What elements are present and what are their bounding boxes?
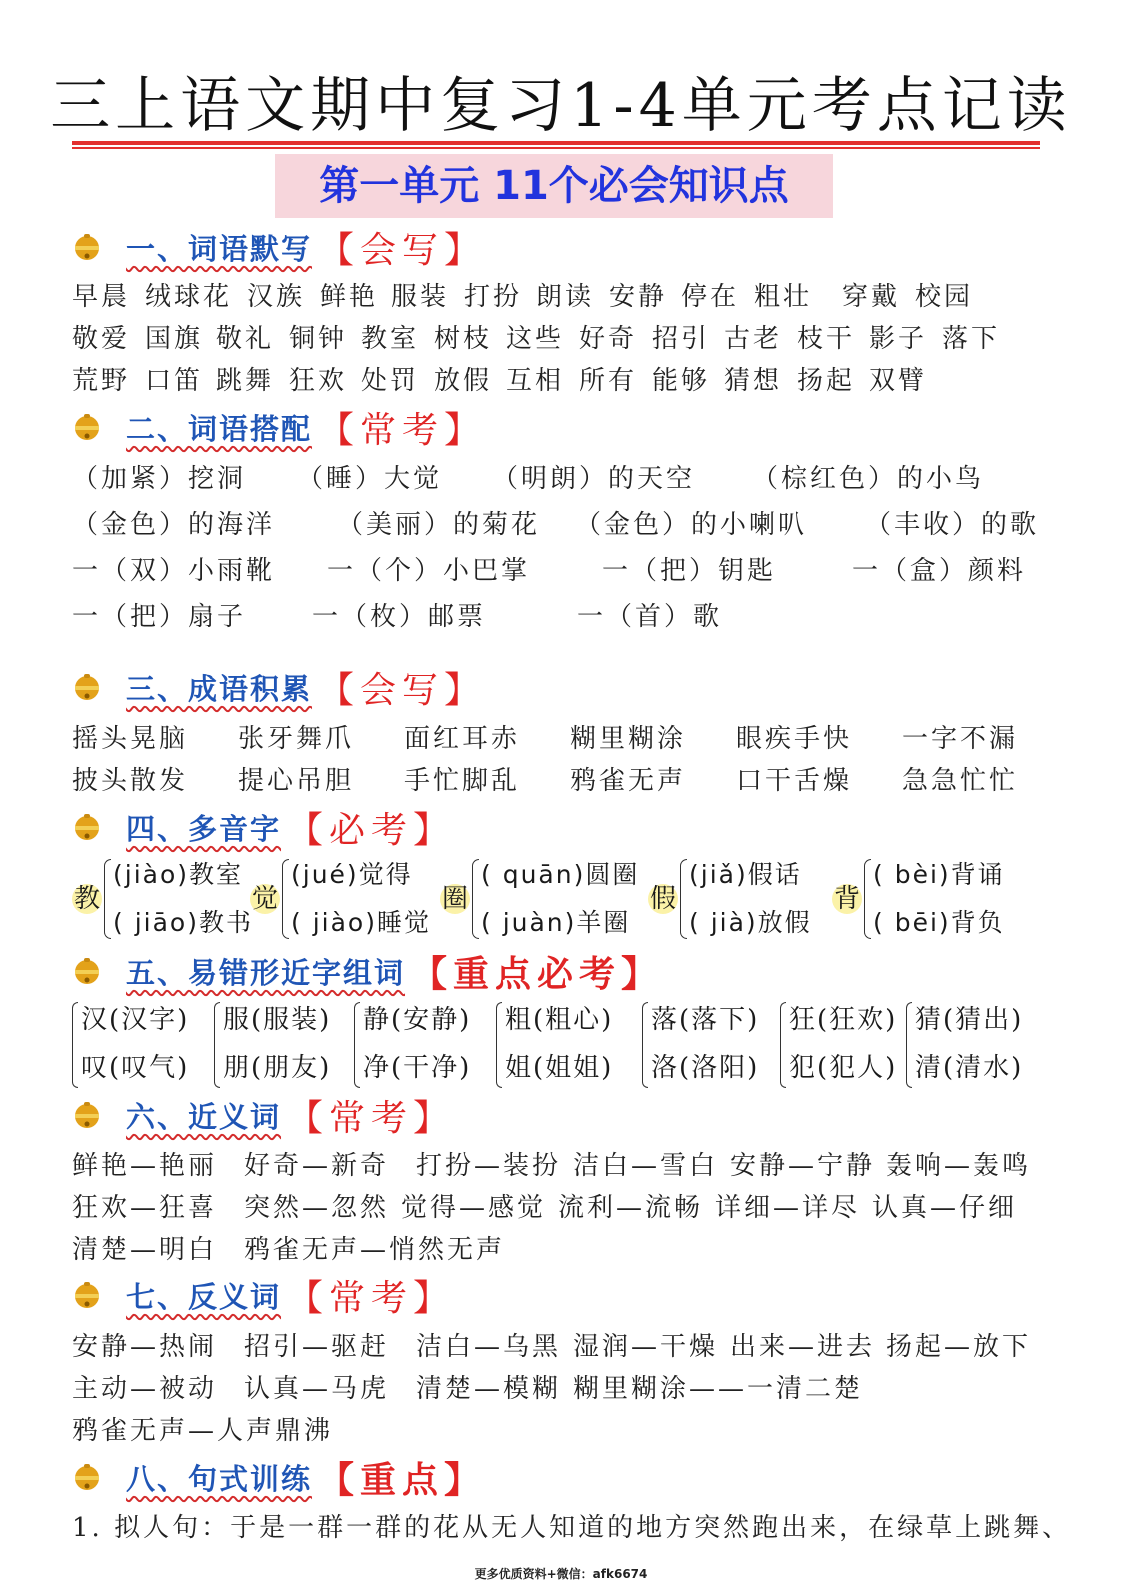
antonym-pair: 扬起—放下 bbox=[886, 1332, 1032, 1362]
collocation: 一（把）扇子 bbox=[72, 602, 247, 632]
section-heading-1 bbox=[72, 224, 486, 270]
polyphone-char: 圈 bbox=[441, 884, 468, 914]
idiom: 一字不漏 bbox=[902, 724, 1019, 754]
word: 跳舞 bbox=[216, 366, 275, 396]
pinyin: ( quān) bbox=[481, 860, 586, 889]
antonym-pair: 招引—驱赶 bbox=[244, 1332, 390, 1362]
word: 好奇 bbox=[579, 324, 638, 354]
polyphone-char: 背 bbox=[833, 884, 860, 914]
char-word: 姐(姐姐) bbox=[505, 1053, 614, 1083]
word: 打扮 bbox=[464, 282, 523, 312]
collocation: （金色）的海洋 bbox=[72, 510, 276, 540]
brace bbox=[496, 1002, 502, 1088]
idiom: 摇头晃脑 bbox=[72, 724, 189, 754]
pinyin: ( jiào) bbox=[291, 908, 377, 937]
pinyin: (jué) bbox=[291, 860, 359, 889]
section-heading-5 bbox=[72, 948, 663, 994]
char-word: 猜(猜出) bbox=[915, 1005, 1024, 1035]
pinyin: (jiǎ) bbox=[689, 860, 748, 889]
polyphone-block bbox=[72, 855, 1052, 943]
section-tag: 【常考】 bbox=[318, 409, 487, 451]
word-row bbox=[72, 318, 1000, 355]
collocation: 一（把）钥匙 bbox=[602, 556, 777, 586]
idiom: 口干舌燥 bbox=[736, 766, 853, 796]
section-heading-6 bbox=[72, 1092, 455, 1138]
brace bbox=[472, 859, 479, 939]
word: 教书 bbox=[198, 908, 253, 937]
brace bbox=[780, 1002, 786, 1088]
word: 校园 bbox=[915, 282, 974, 312]
idiom: 披头散发 bbox=[72, 766, 189, 796]
word: 国旗 bbox=[145, 324, 204, 354]
footer-note: 更多优质资料+微信：afk6674 bbox=[474, 1567, 648, 1581]
collocation-row bbox=[72, 596, 722, 633]
similar-chars-block bbox=[72, 998, 1052, 1090]
word: 睡觉 bbox=[376, 908, 431, 937]
word: 放假 bbox=[434, 366, 493, 396]
word-row bbox=[72, 360, 927, 397]
idiom: 糊里糊涂 bbox=[570, 724, 687, 754]
section-label: 八、句式训练 bbox=[126, 1461, 313, 1496]
word: 口笛 bbox=[145, 366, 204, 396]
brace bbox=[282, 859, 289, 939]
collocation: 一（个）小巴掌 bbox=[327, 556, 531, 586]
word: 朗读 bbox=[536, 282, 595, 312]
polyphone-group bbox=[648, 855, 812, 943]
char-word: 净(干净) bbox=[363, 1053, 472, 1083]
word: 古老 bbox=[724, 324, 783, 354]
word: 荒野 bbox=[72, 366, 131, 396]
synonym-pair: 清楚—明白 bbox=[72, 1235, 218, 1265]
word: 互相 bbox=[506, 366, 565, 396]
synonym-pair: 鲜艳—艳丽 bbox=[72, 1151, 218, 1181]
antonym-pair: 湿润—干燥 bbox=[573, 1332, 719, 1362]
collocation: （棕红色）的小鸟 bbox=[752, 464, 985, 494]
bell-icon bbox=[72, 1280, 102, 1310]
antonym-pair: 认真—马虎 bbox=[244, 1374, 390, 1404]
word-row bbox=[72, 276, 973, 313]
antonym-pair: 鸦雀无声—人声鼎沸 bbox=[72, 1416, 334, 1446]
word: 这些 bbox=[506, 324, 565, 354]
collocation: 一（首）歌 bbox=[577, 602, 723, 632]
antonym-pair: 安静—热闹 bbox=[72, 1332, 218, 1362]
section-heading-4 bbox=[72, 804, 455, 850]
word: 落下 bbox=[942, 324, 1001, 354]
word: 放假 bbox=[757, 908, 812, 937]
idiom-row bbox=[72, 760, 1018, 797]
antonym-row bbox=[72, 1368, 863, 1405]
pinyin: ( juàn) bbox=[481, 908, 577, 937]
collocation: （美丽）的菊花 bbox=[337, 510, 541, 540]
collocation-row bbox=[72, 504, 1039, 541]
pinyin: ( bēi) bbox=[873, 908, 951, 937]
section-label: 二、词语搭配 bbox=[126, 411, 313, 446]
unit-subtitle: 第一单元 11个必会知识点 bbox=[275, 154, 833, 218]
similar-group bbox=[354, 998, 471, 1090]
polyphone-group bbox=[440, 855, 639, 943]
section-tag: 【常考】 bbox=[287, 1277, 456, 1319]
section-label: 五、易错形近字组词 bbox=[126, 955, 406, 990]
word: 能够 bbox=[652, 366, 711, 396]
collocation: 一（双）小雨靴 bbox=[72, 556, 276, 586]
synonym-row bbox=[72, 1187, 1017, 1224]
pinyin: (jiào) bbox=[113, 860, 190, 889]
word: 羊圈 bbox=[576, 908, 631, 937]
word: 汉族 bbox=[247, 282, 306, 312]
section-tag: 【重点】 bbox=[318, 1458, 487, 1501]
bell-icon bbox=[72, 1100, 102, 1130]
section-tag: 【常考】 bbox=[287, 1097, 456, 1139]
word: 敬爱 bbox=[72, 324, 131, 354]
section-tag: 【会写】 bbox=[318, 669, 487, 711]
similar-group bbox=[906, 998, 1023, 1090]
char-word: 狂(狂欢) bbox=[789, 1005, 898, 1035]
synonym-pair: 打扮—装扮 bbox=[416, 1151, 562, 1181]
antonym-row bbox=[72, 1410, 333, 1447]
idiom: 提心吊胆 bbox=[238, 766, 355, 796]
word: 背负 bbox=[950, 908, 1005, 937]
section-label: 六、近义词 bbox=[126, 1099, 282, 1134]
idiom: 鸦雀无声 bbox=[570, 766, 687, 796]
bell-icon bbox=[72, 956, 102, 986]
word: 早晨 bbox=[72, 282, 131, 312]
idiom: 手忙脚乱 bbox=[404, 766, 521, 796]
section-tag: 【重点必考】 bbox=[411, 952, 664, 995]
synonym-pair: 突然—忽然 bbox=[244, 1193, 390, 1223]
synonym-pair: 安静—宁静 bbox=[730, 1151, 876, 1181]
bell-icon bbox=[72, 1462, 102, 1492]
synonym-pair: 狂欢—狂喜 bbox=[72, 1193, 218, 1223]
word: 招引 bbox=[652, 324, 711, 354]
bell-icon bbox=[72, 812, 102, 842]
word: 觉得 bbox=[358, 860, 413, 889]
section-label: 四、多音字 bbox=[126, 811, 282, 846]
word: 铜钟 bbox=[289, 324, 348, 354]
synonym-pair: 轰响—轰鸣 bbox=[886, 1151, 1032, 1181]
polyphone-group bbox=[832, 855, 1005, 943]
word: 树枝 bbox=[434, 324, 493, 354]
polyphone-char: 教 bbox=[73, 884, 100, 914]
char-word: 清(清水) bbox=[915, 1053, 1024, 1083]
char-word: 洛(洛阳) bbox=[651, 1053, 760, 1083]
synonym-pair: 好奇—新奇 bbox=[244, 1151, 390, 1181]
synonym-row bbox=[72, 1145, 1031, 1182]
collocation: （明朗）的天空 bbox=[492, 464, 696, 494]
synonym-pair: 流利—流畅 bbox=[558, 1193, 704, 1223]
polyphone-char: 觉 bbox=[251, 884, 278, 914]
word: 影子 bbox=[869, 324, 928, 354]
page-title: 三上语文期中复习1-4单元考点记读 bbox=[50, 71, 1072, 141]
antonym-row bbox=[72, 1326, 1031, 1363]
collocation: （金色）的小喇叭 bbox=[575, 510, 808, 540]
similar-group bbox=[214, 998, 331, 1090]
word: 扬起 bbox=[797, 366, 856, 396]
idiom: 眼疾手快 bbox=[736, 724, 853, 754]
section-label: 一、词语默写 bbox=[126, 231, 313, 266]
antonym-pair: 主动—被动 bbox=[72, 1374, 218, 1404]
word: 教室 bbox=[361, 324, 420, 354]
word: 双臂 bbox=[869, 366, 928, 396]
word: 假话 bbox=[747, 860, 802, 889]
brace bbox=[354, 1002, 360, 1088]
collocation-row bbox=[72, 550, 1026, 587]
bell-icon bbox=[72, 672, 102, 702]
section-tag: 【会写】 bbox=[318, 229, 487, 271]
word: 鲜艳 bbox=[320, 282, 379, 312]
polyphone-char: 假 bbox=[649, 884, 676, 914]
synonym-pair: 详细—详尽 bbox=[715, 1193, 861, 1223]
char-word: 朋(朋友) bbox=[223, 1053, 332, 1083]
pinyin: ( jiāo) bbox=[113, 908, 199, 937]
word: 背诵 bbox=[950, 860, 1005, 889]
polyphone-group bbox=[72, 855, 253, 943]
word: 绒球花 bbox=[145, 282, 233, 312]
sentence-line: 1. 拟人句：于是一群一群的花从无人知道的地方突然跑出来，在绿草上跳舞、 bbox=[72, 1513, 1072, 1543]
section-label: 三、成语积累 bbox=[126, 671, 313, 706]
idiom: 急急忙忙 bbox=[902, 766, 1019, 796]
section-heading-3 bbox=[72, 664, 486, 710]
word: 处罚 bbox=[361, 366, 420, 396]
word: 敬礼 bbox=[216, 324, 275, 354]
collocation: （加紧）挖洞 bbox=[72, 464, 247, 494]
antonym-pair: 洁白—乌黑 bbox=[416, 1332, 562, 1362]
word: 穿戴 bbox=[842, 282, 901, 312]
collocation-row bbox=[72, 458, 984, 495]
section-label: 七、反义词 bbox=[126, 1279, 282, 1314]
polyphone-group bbox=[250, 855, 431, 943]
word: 服装 bbox=[391, 282, 450, 312]
antonym-pair: 清楚—模糊 bbox=[416, 1374, 562, 1404]
synonym-pair: 鸦雀无声—悄然无声 bbox=[244, 1235, 506, 1265]
section-tag: 【必考】 bbox=[287, 809, 456, 851]
word: 停在 bbox=[681, 282, 740, 312]
section-heading-2 bbox=[72, 404, 486, 450]
word: 狂欢 bbox=[289, 366, 348, 396]
char-word: 粗(粗心) bbox=[505, 1005, 614, 1035]
synonym-pair: 洁白—雪白 bbox=[573, 1151, 719, 1181]
brace bbox=[72, 1002, 78, 1088]
synonym-pair: 认真—仔细 bbox=[872, 1193, 1018, 1223]
section-heading-7 bbox=[72, 1272, 455, 1318]
char-word: 叹(叹气) bbox=[81, 1053, 190, 1083]
brace bbox=[214, 1002, 220, 1088]
brace bbox=[906, 1002, 912, 1088]
idiom-row bbox=[72, 718, 1018, 755]
brace bbox=[104, 859, 111, 939]
char-word: 静(安静) bbox=[363, 1005, 472, 1035]
similar-group bbox=[780, 998, 897, 1090]
word: 安静 bbox=[609, 282, 668, 312]
idiom: 面红耳赤 bbox=[404, 724, 521, 754]
idiom: 张牙舞爪 bbox=[238, 724, 355, 754]
antonym-pair: 糊里糊涂——一清二楚 bbox=[573, 1374, 864, 1404]
pinyin: ( bèi) bbox=[873, 860, 951, 889]
char-word: 落(落下) bbox=[651, 1005, 760, 1035]
brace bbox=[680, 859, 687, 939]
collocation: 一（枚）邮票 bbox=[312, 602, 487, 632]
bell-icon bbox=[72, 232, 102, 262]
synonym-row bbox=[72, 1229, 505, 1266]
word: 圆圈 bbox=[585, 860, 640, 889]
title-rule-thin bbox=[72, 147, 1040, 149]
char-word: 犯(犯人) bbox=[789, 1053, 898, 1083]
char-word: 汉(汉字) bbox=[81, 1005, 190, 1035]
word: 猜想 bbox=[724, 366, 783, 396]
similar-group bbox=[496, 998, 613, 1090]
word: 教室 bbox=[189, 860, 244, 889]
pinyin: ( jià) bbox=[689, 908, 758, 937]
brace bbox=[864, 859, 871, 939]
word: 粗壮 bbox=[754, 282, 813, 312]
word: 枝干 bbox=[797, 324, 856, 354]
char-word: 服(服装) bbox=[223, 1005, 332, 1035]
word: 所有 bbox=[579, 366, 638, 396]
collocation: （丰收）的歌 bbox=[865, 510, 1040, 540]
similar-group bbox=[72, 998, 189, 1090]
synonym-pair: 觉得—感觉 bbox=[401, 1193, 547, 1223]
title-rule bbox=[72, 141, 1040, 145]
antonym-pair: 出来—进去 bbox=[730, 1332, 876, 1362]
brace bbox=[642, 1002, 648, 1088]
section-heading-8 bbox=[72, 1454, 486, 1500]
similar-group bbox=[642, 998, 759, 1090]
collocation: （睡）大觉 bbox=[297, 464, 443, 494]
bell-icon bbox=[72, 412, 102, 442]
collocation: 一（盒）颜料 bbox=[852, 556, 1027, 586]
